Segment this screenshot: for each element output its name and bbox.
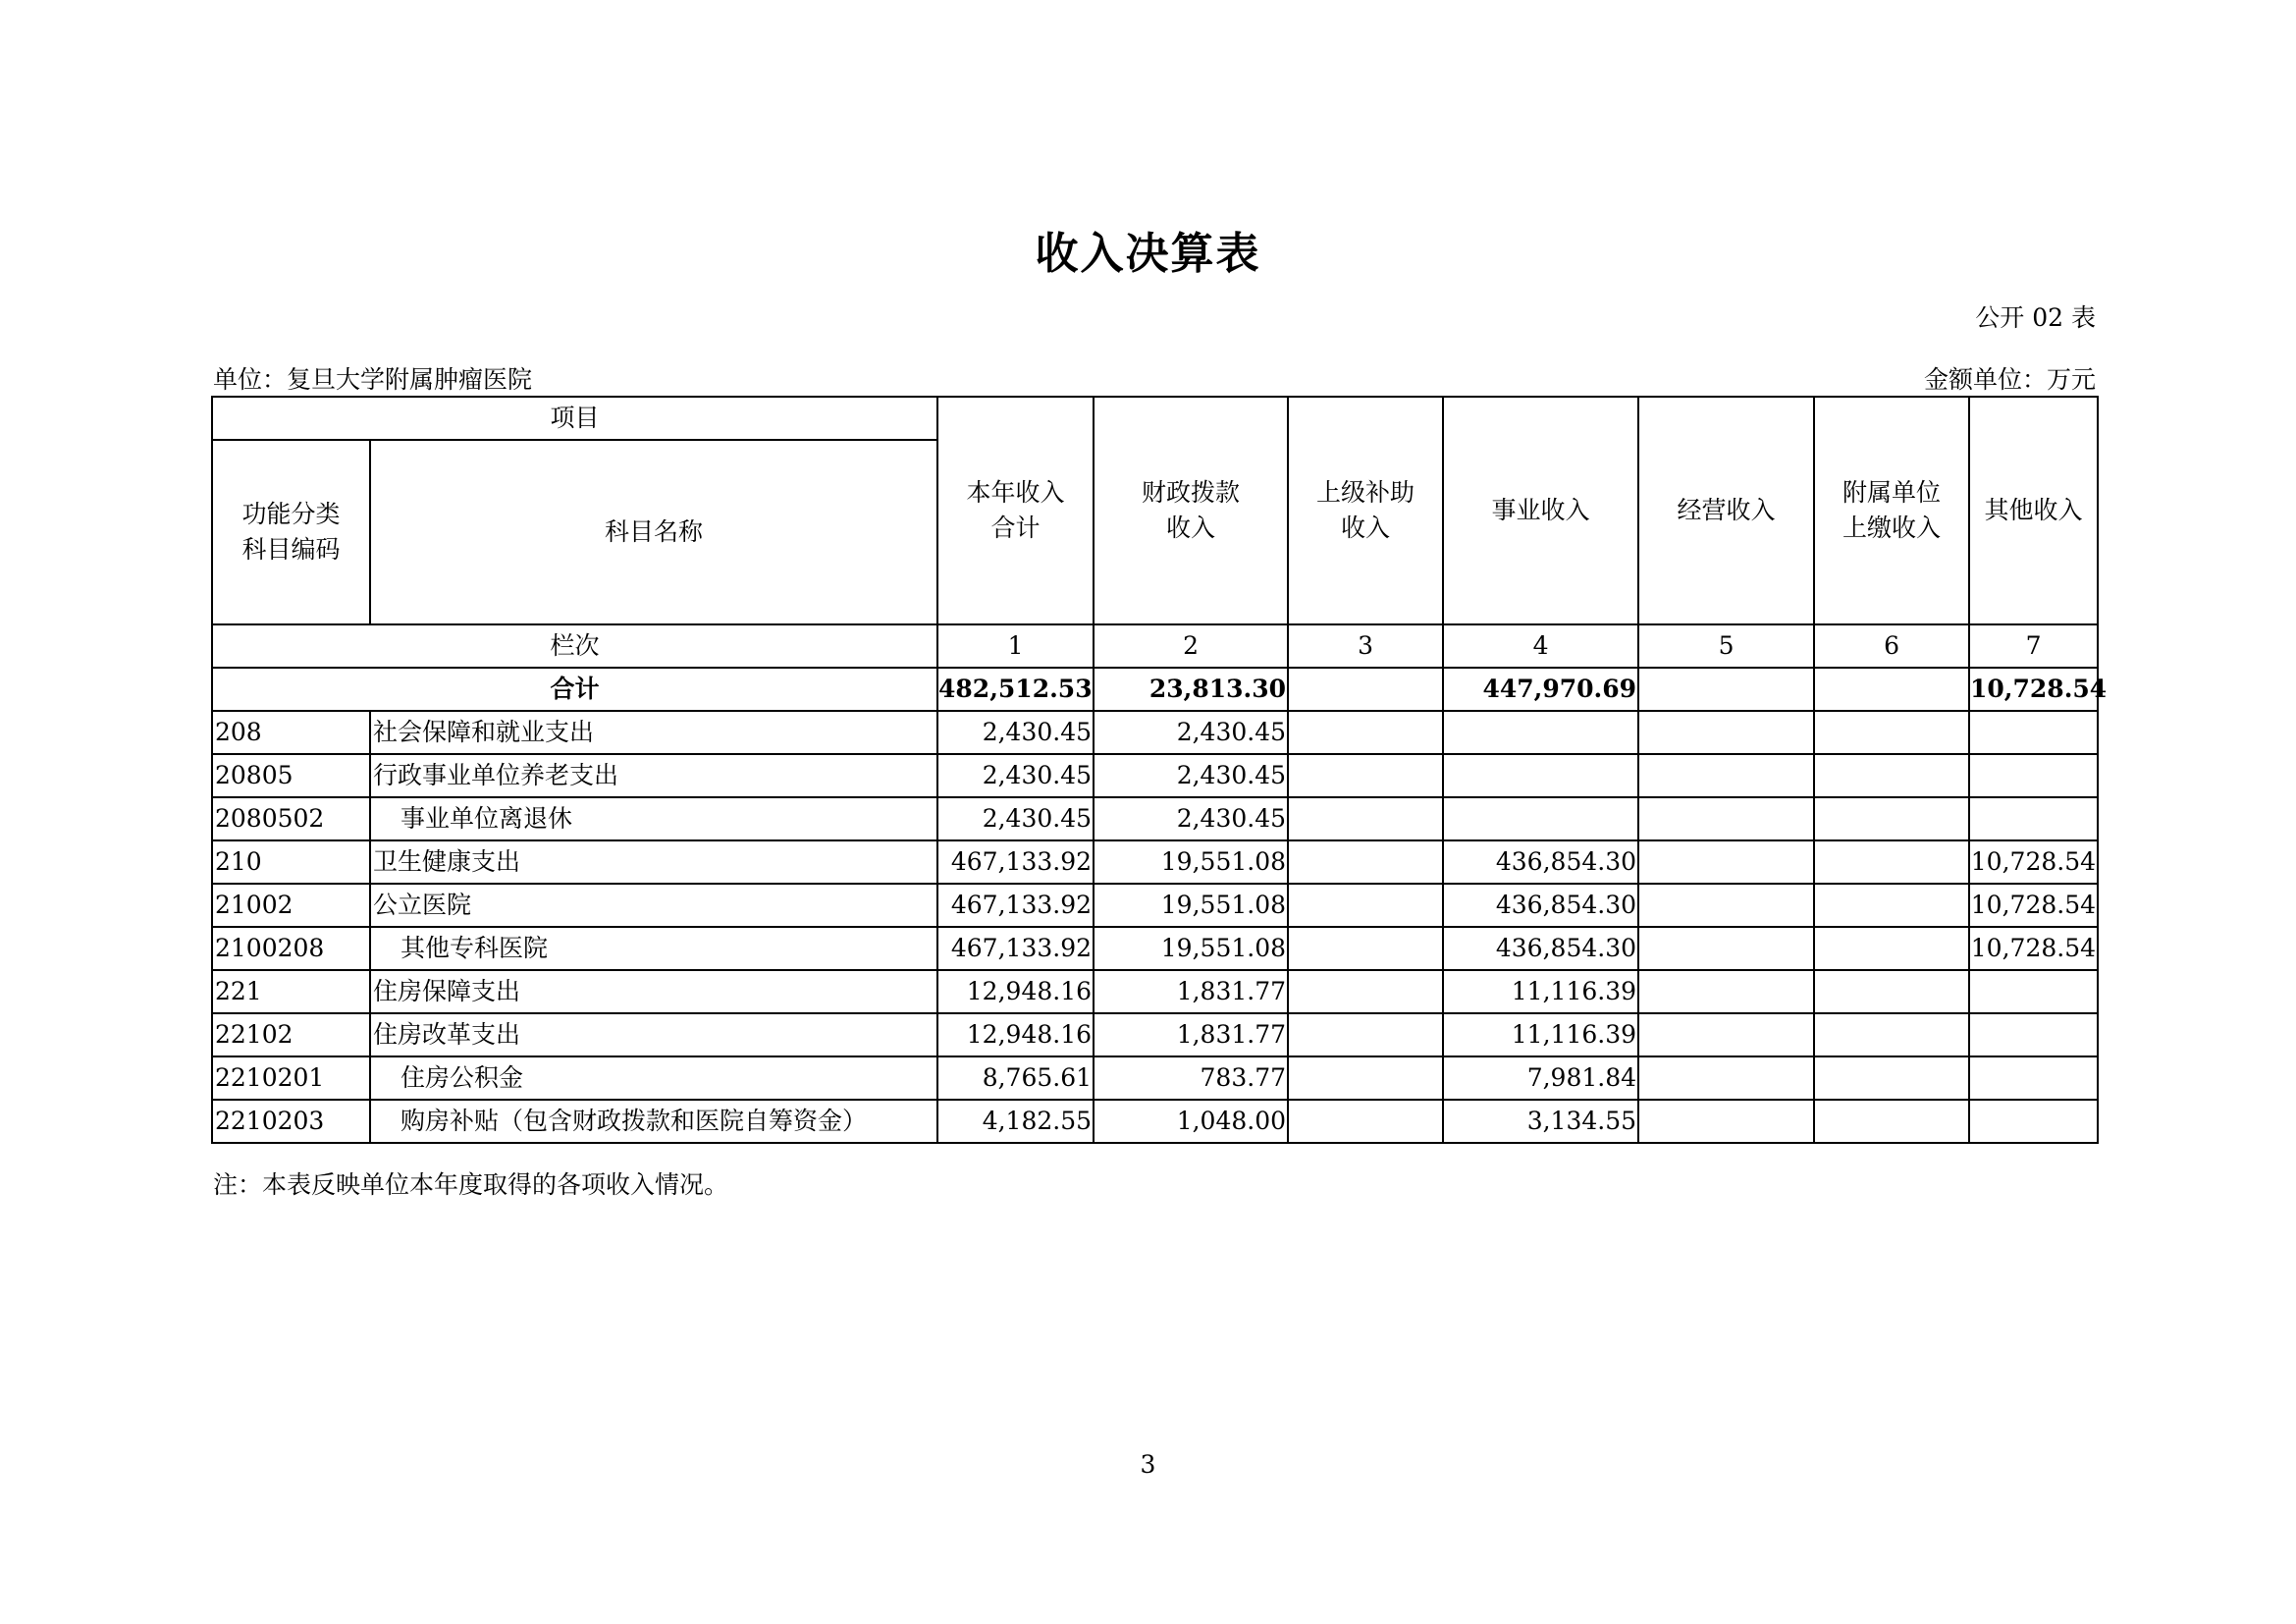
value-cell: 7,981.84 — [1443, 1056, 1638, 1100]
value-cell: 2,430.45 — [937, 797, 1094, 840]
value-cell: 467,133.92 — [937, 884, 1094, 927]
total-value: 23,813.30 — [1094, 668, 1288, 711]
value-cell: 2,430.45 — [937, 754, 1094, 797]
subject-code: 2080502 — [212, 797, 370, 840]
header-name: 科目名称 — [370, 440, 937, 624]
value-cell — [1443, 797, 1638, 840]
value-cell — [1288, 711, 1443, 754]
value-cell — [1638, 711, 1814, 754]
value-cell: 10,728.54 — [1969, 884, 2098, 927]
table-row — [212, 1100, 2098, 1143]
value-cell — [1814, 1013, 1969, 1056]
value-cell: 2,430.45 — [1094, 711, 1288, 754]
subject-name: 其他专科医院 — [370, 927, 937, 970]
value-cell — [1288, 1100, 1443, 1143]
value-cell — [1443, 754, 1638, 797]
subject-name: 卫生健康支出 — [370, 840, 937, 884]
header-project: 项目 — [212, 397, 937, 440]
column-index-label: 栏次 — [212, 624, 937, 668]
value-cell: 2,430.45 — [1094, 797, 1288, 840]
value-cell — [1638, 840, 1814, 884]
value-cell — [1638, 970, 1814, 1013]
column-index-row — [212, 624, 2098, 668]
header-code: 功能分类 科目编码 — [212, 440, 370, 624]
total-value — [1638, 668, 1814, 711]
subject-code: 22102 — [212, 1013, 370, 1056]
value-cell — [1969, 754, 2098, 797]
value-cell — [1814, 797, 1969, 840]
value-cell — [1969, 1056, 2098, 1100]
value-cell: 12,948.16 — [937, 1013, 1094, 1056]
value-cell — [1638, 1100, 1814, 1143]
column-index-cell: 6 — [1814, 624, 1969, 668]
table-row — [212, 754, 2098, 797]
subject-code: 210 — [212, 840, 370, 884]
header-col-superior-subsidy: 上级补助 收入 — [1288, 397, 1443, 624]
value-cell — [1638, 754, 1814, 797]
total-row — [212, 668, 2098, 711]
income-statement-table — [211, 396, 2108, 1144]
value-cell: 19,551.08 — [1094, 927, 1288, 970]
subject-name: 购房补贴（包含财政拨款和医院自筹资金） — [370, 1100, 937, 1143]
value-cell: 436,854.30 — [1443, 884, 1638, 927]
value-cell: 11,116.39 — [1443, 1013, 1638, 1056]
table-row — [212, 970, 2098, 1013]
value-cell: 1,831.77 — [1094, 1013, 1288, 1056]
value-cell — [1969, 711, 2098, 754]
value-cell — [1443, 711, 1638, 754]
header-col-affiliated: 附属单位 上缴收入 — [1814, 397, 1969, 624]
value-cell: 1,831.77 — [1094, 970, 1288, 1013]
total-value — [1288, 668, 1443, 711]
currency-unit: 金额单位：万元 — [1923, 365, 2096, 394]
value-cell — [1969, 797, 2098, 840]
value-cell: 436,854.30 — [1443, 840, 1638, 884]
table-row — [212, 884, 2098, 927]
value-cell: 8,765.61 — [937, 1056, 1094, 1100]
value-cell — [1638, 1056, 1814, 1100]
value-cell: 467,133.92 — [937, 840, 1094, 884]
value-cell: 10,728.54 — [1969, 840, 2098, 884]
subject-code: 2100208 — [212, 927, 370, 970]
subject-name: 住房公积金 — [370, 1056, 937, 1100]
value-cell — [1288, 884, 1443, 927]
value-cell: 2,430.45 — [1094, 754, 1288, 797]
column-index-cell: 2 — [1094, 624, 1288, 668]
value-cell — [1814, 754, 1969, 797]
value-cell — [1288, 1013, 1443, 1056]
value-cell — [1814, 1100, 1969, 1143]
subject-name: 住房改革支出 — [370, 1013, 937, 1056]
value-cell — [1814, 927, 1969, 970]
header-col-operating: 经营收入 — [1638, 397, 1814, 624]
page-title: 收入决算表 — [1035, 229, 1261, 279]
subject-name: 公立医院 — [370, 884, 937, 927]
total-value: 482,512.53 — [937, 668, 1094, 711]
table-row — [212, 927, 2098, 970]
reporting-unit: 单位：复旦大学附属肿瘤医院 — [213, 365, 533, 394]
value-cell — [1638, 884, 1814, 927]
table-footnote: 注：本表反映单位本年度取得的各项收入情况。 — [213, 1170, 729, 1199]
column-index-cell: 3 — [1288, 624, 1443, 668]
value-cell — [1288, 927, 1443, 970]
value-cell: 783.77 — [1094, 1056, 1288, 1100]
subject-code: 20805 — [212, 754, 370, 797]
header-col-fiscal: 财政拨款 收入 — [1094, 397, 1288, 624]
header-col-business: 事业收入 — [1443, 397, 1638, 624]
value-cell: 11,116.39 — [1443, 970, 1638, 1013]
column-index-cell: 5 — [1638, 624, 1814, 668]
value-cell: 467,133.92 — [937, 927, 1094, 970]
subject-code: 208 — [212, 711, 370, 754]
value-cell — [1814, 884, 1969, 927]
table-row — [212, 840, 2098, 884]
column-index-cell: 4 — [1443, 624, 1638, 668]
value-cell — [1288, 797, 1443, 840]
value-cell: 4,182.55 — [937, 1100, 1094, 1143]
total-value: 447,970.69 — [1443, 668, 1638, 711]
value-cell — [1814, 970, 1969, 1013]
value-cell: 1,048.00 — [1094, 1100, 1288, 1143]
value-cell — [1638, 927, 1814, 970]
header-col-other: 其他收入 — [1969, 397, 2098, 624]
value-cell — [1638, 1013, 1814, 1056]
total-value: 10,728.54 — [1969, 668, 2098, 711]
value-cell — [1288, 970, 1443, 1013]
value-cell — [1969, 1013, 2098, 1056]
table-row — [212, 797, 2098, 840]
table-row — [212, 1013, 2098, 1056]
subject-name: 住房保障支出 — [370, 970, 937, 1013]
value-cell — [1814, 1056, 1969, 1100]
value-cell: 436,854.30 — [1443, 927, 1638, 970]
total-value — [1814, 668, 1969, 711]
value-cell — [1969, 970, 2098, 1013]
subject-name: 社会保障和就业支出 — [370, 711, 937, 754]
value-cell: 10,728.54 — [1969, 927, 2098, 970]
subject-name: 事业单位离退休 — [370, 797, 937, 840]
form-number: 公开 02 表 — [1975, 303, 2096, 332]
value-cell — [1969, 1100, 2098, 1143]
page-number: 3 — [1140, 1450, 1156, 1479]
value-cell — [1288, 754, 1443, 797]
table-row — [212, 711, 2098, 754]
value-cell — [1288, 840, 1443, 884]
value-cell — [1814, 711, 1969, 754]
value-cell: 2,430.45 — [937, 711, 1094, 754]
subject-name: 行政事业单位养老支出 — [370, 754, 937, 797]
value-cell: 3,134.55 — [1443, 1100, 1638, 1143]
value-cell: 19,551.08 — [1094, 840, 1288, 884]
value-cell: 12,948.16 — [937, 970, 1094, 1013]
table-row — [212, 1056, 2098, 1100]
column-index-cell: 7 — [1969, 624, 2098, 668]
value-cell — [1288, 1056, 1443, 1100]
value-cell — [1638, 797, 1814, 840]
value-cell: 19,551.08 — [1094, 884, 1288, 927]
subject-code: 21002 — [212, 884, 370, 927]
total-label: 合计 — [212, 668, 937, 711]
column-index-cell: 1 — [937, 624, 1094, 668]
subject-code: 2210201 — [212, 1056, 370, 1100]
subject-code: 221 — [212, 970, 370, 1013]
header-col-total: 本年收入 合计 — [937, 397, 1094, 624]
value-cell — [1814, 840, 1969, 884]
subject-code: 2210203 — [212, 1100, 370, 1143]
